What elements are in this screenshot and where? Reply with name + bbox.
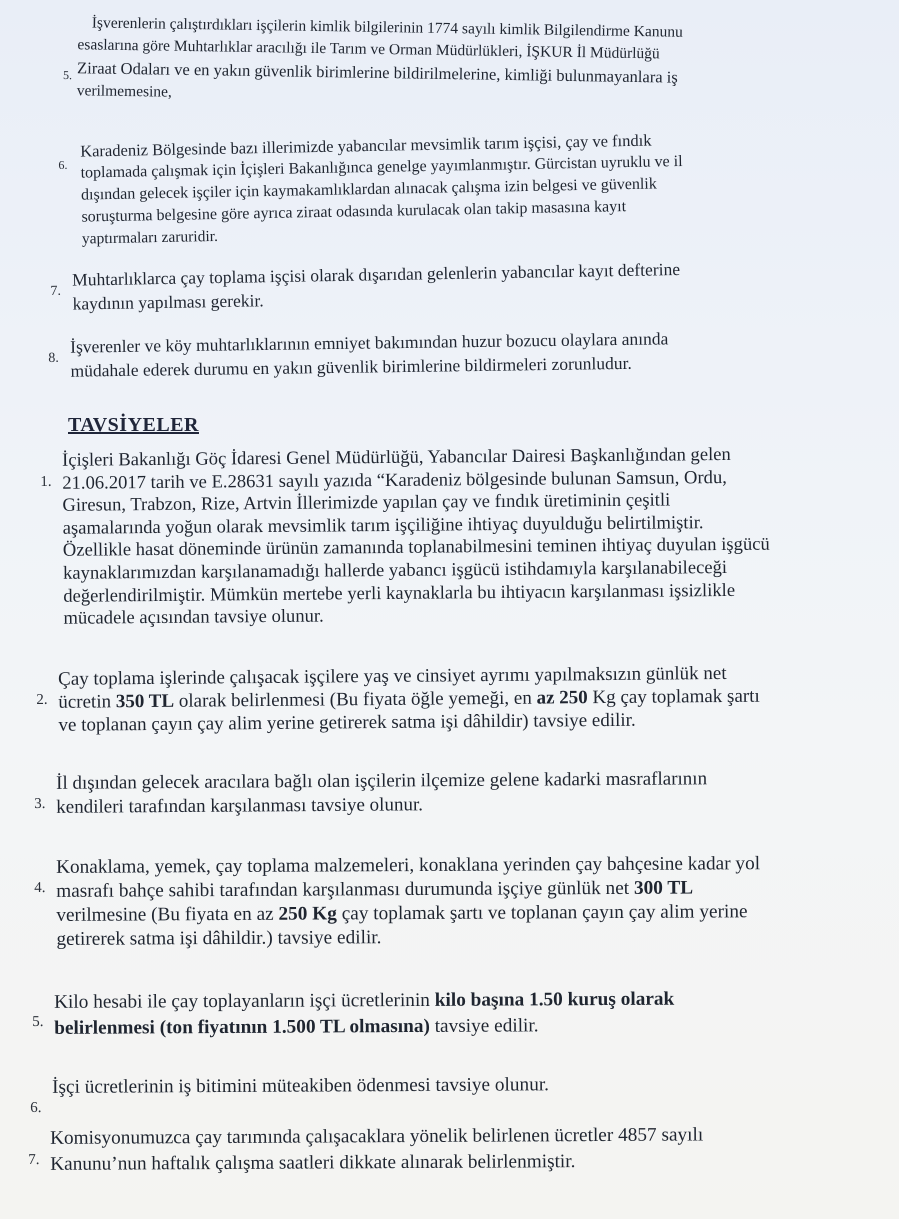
text-line: İşçi ücretlerinin iş bitimini müteakiben ödenmesi tavsiye olunur. — [52, 1074, 550, 1098]
wage-amount: 300 TL — [633, 877, 694, 899]
text-line: ücretin 350 TL olarak belirlenmesi (Bu fiyata öğle yemeği, en az 250 Kg çay toplamak şartı — [58, 685, 760, 713]
recommendation-5 — [32, 985, 898, 1042]
list-number: 6. — [58, 157, 68, 172]
text-line: masrafı bahçe sahibi tarafından karşılanması durumunda işçiye günlük net 300 TL — [56, 877, 694, 902]
list-number: 7. — [28, 1151, 40, 1168]
text-line: soruşturma belgesine göre ayrıca ziraat odasında kurulacak olan takip masasına kayıt — [81, 198, 627, 226]
text-line: belirlenmesi (ton fiyatının 1.500 TL olmasına) tavsiye edilir. — [54, 1015, 539, 1039]
list-number: 6. — [30, 1099, 42, 1116]
recommendation-6 — [30, 1071, 890, 1117]
text-line: Ziraat Odaları ve en yakın güvenlik birimlerine bildirilmelerine, kimliği bulunmayanlara iş — [76, 58, 678, 87]
text-line: değerlendirilmiştir. Mümkün mertebe yerli kaynaklarla bu ihtiyacın karşılanması işsizlikle — [63, 579, 736, 607]
text-line: İşverenlerin çalıştırdıkları işçilerin kimlik bilgilerinin 1774 sayılı kimlik Bilgilendirme Kanunu — [91, 14, 683, 41]
recommendation-3 — [34, 766, 886, 820]
list-number: 5. — [62, 67, 73, 83]
text-line: dışından gelecek işçiler için kaymakamlıklardan alınacak çalışma izin belgesi ve güvenlik — [80, 175, 657, 204]
text-line: yaptırmaları zaruridir. — [81, 227, 219, 248]
list-item-6 — [58, 125, 832, 251]
list-item-8 — [48, 324, 844, 383]
recommendation-7 — [28, 1121, 890, 1178]
text-line: verilmemesine, — [76, 82, 173, 101]
text-line: verilmesine (Bu fiyata en az 250 Kg çay toplamak şartı ve toplanan çayın çay alim yerine — [56, 901, 748, 926]
text-line: Konaklama, yemek, çay toplama malzemeleri, konaklana yerinden çay bahçesine kadar yol — [56, 853, 761, 878]
list-number: 8. — [48, 350, 59, 366]
text-line: İl dışından gelecek aracılara bağlı olan işçilerin ilçemize gelene kadarki masraflarının — [56, 768, 708, 794]
ton-price: belirlenmesi (ton fiyatının 1.500 TL olmasına) — [54, 1015, 430, 1039]
text-line: müdahale ederek durumu en yakın güvenlik birimlerine bildirmeleri zorunludur. — [70, 352, 632, 381]
text-line: Giresun, Trabzon, Rize, Artvin İllerimizde yapılan çay ve fındık üretiminin çeşitli — [62, 489, 671, 516]
list-number: 5. — [32, 1013, 44, 1030]
recommendation-1 — [40, 443, 860, 631]
text-line: Kilo hesabi ile çay toplayanların işçi ücretlerinin kilo başına 1.50 kuruş olarak — [54, 988, 675, 1013]
text-line: kendileri tarafından karşılanması tavsiye olunur. — [56, 794, 424, 818]
list-number: 7. — [50, 283, 62, 299]
min-kg: az 250 — [536, 687, 588, 709]
min-kg: 250 Kg — [278, 903, 337, 925]
text-line: İçişleri Bakanlığı Göç İdaresi Genel Müdürlüğü, Yabancılar Dairesi Başkanlığından gelen — [61, 443, 731, 471]
list-number: 1. — [40, 473, 52, 490]
recommendation-2 — [36, 661, 877, 737]
text-line: aşamalarında yoğun olarak mevsimlik tarım işçiliğine ihtiyaç duyulduğu belirtilmiştir. — [62, 511, 704, 539]
text-line: Komisyonumuzca çay tarımında çalışacaklara yönelik belirlenen ücretler 4857 sayılı — [50, 1124, 704, 1149]
text-line: Özellikle hasat döneminde ürünün zamanında toplanabilmesini teminen ihtiyaç duyulan işgücü — [62, 534, 770, 562]
list-item-5 — [63, 12, 824, 114]
text-line: getirerek satma işi dâhildir.) tavsiye edilir. — [56, 927, 382, 950]
text-line: ve toplanan çayın çay alim yerine getirerek satma işi dâhildir) tavsiye edilir. — [58, 709, 636, 736]
section-heading: TAVSİYELER — [68, 414, 199, 436]
per-kilo-rate: kilo başına 1.50 kuruş olarak — [434, 988, 675, 1011]
text-line: Çay toplama işlerinde çalışacak işçilere yaş ve cinsiyet ayrımı yapılmaksızın günlük net — [58, 662, 727, 690]
recommendation-4 — [34, 851, 896, 952]
text-line: Karadeniz Bölgesinde bazı illerimizde yabancılar mevsimlik tarım işçisi, çay ve fındık — [80, 130, 652, 161]
text-line: İşverenler ve köy muhtarlıklarının emniyet bakımından huzur bozucu olaylara anında — [70, 328, 669, 357]
list-number: 3. — [34, 795, 46, 812]
list-number: 2. — [36, 691, 48, 708]
text-line: kaydının yapılması gerekir. — [72, 290, 264, 314]
text-line: toplamada çalışmak için İçişleri Bakanlığınca genelge yayımlanmıştır. Gürcistan uyruklu ve il — [80, 153, 683, 182]
text-line: Muhtarlıklarca çay toplama işçisi olarak dışarıdan gelenlerin yabancılar kayıt defterine — [72, 259, 681, 290]
wage-amount: 350 TL — [115, 690, 175, 713]
list-number: 4. — [34, 879, 46, 896]
text-line: esaslarına göre Muhtarlıklar aracılığı ile Tarım ve Orman Müdürlükleri, İŞKUR İl Müdürlüğü — [77, 36, 660, 63]
list-item-7 — [50, 254, 836, 316]
text-line: kaynaklarımızdan karşılanamadığı hallerde yabancı işgücü istihdamıyla karşılanabileceği — [62, 556, 728, 584]
text-line: Kanunu’nun haftalık çalışma saatleri dikkate alınarak belirlenmiştir. — [50, 1151, 576, 1175]
text-line: mücadele açısından tavsiye olunur. — [63, 605, 324, 629]
text-line: 21.06.2017 tarih ve E.28631 sayılı yazıda “Karadeniz bölgesinde bulunan Samsun, Ordu, — [62, 466, 727, 494]
